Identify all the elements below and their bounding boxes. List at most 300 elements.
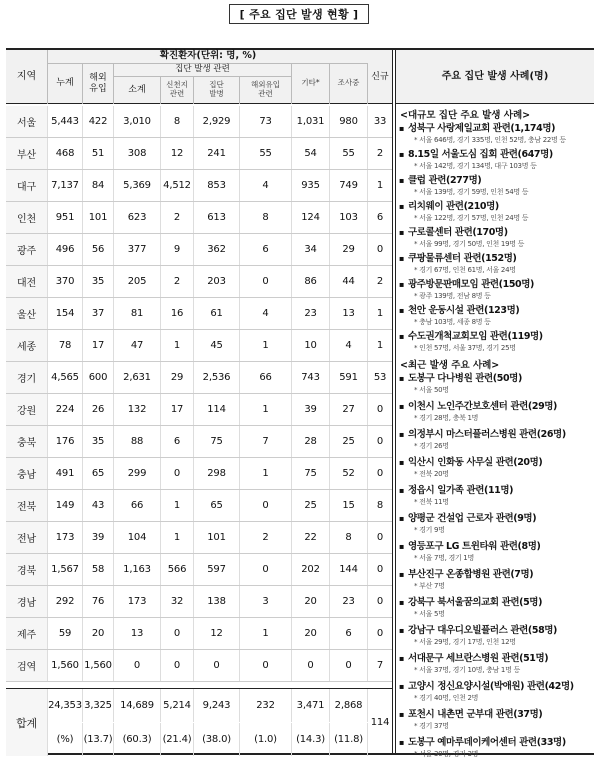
cell-overseas: 56: [83, 234, 114, 265]
cell-subtotal: 299: [114, 458, 161, 489]
cell-total: 59: [48, 618, 83, 649]
cell-subtotal: 66: [114, 490, 161, 521]
case-item: [398, 596, 594, 619]
header-shincheonji: 신천지 관련: [161, 76, 194, 104]
cell-total: 224: [48, 394, 83, 425]
cell-new: 6: [376, 212, 384, 223]
cell-inv: 591: [330, 362, 368, 393]
cell-group: 65: [194, 490, 240, 521]
cell-new: 0: [376, 564, 384, 575]
cell-group: 853: [194, 170, 240, 201]
cell-overseas: 65: [83, 458, 114, 489]
case-name: ▪ 정읍시 일가족 관련(11명): [408, 484, 594, 497]
case-detail: * 서울 37명, 경기 10명, 충남 1명 등: [408, 665, 594, 675]
cell-shin: 2: [161, 202, 194, 233]
header-region: 지역: [6, 50, 48, 104]
cell-group: 362: [194, 234, 240, 265]
cell-other: 28: [292, 426, 330, 457]
total-row: [6, 688, 392, 755]
header-new: 신규: [371, 71, 389, 82]
cell-new: 1: [376, 308, 384, 319]
cell-shin: 2: [161, 266, 194, 297]
case-item: [398, 428, 594, 451]
case-name: ▪ 구로콜센터 관련(170명): [408, 226, 594, 239]
cell-subtotal: 88: [114, 426, 161, 457]
header-overseas: 해외 유입: [83, 63, 114, 104]
cell-inv: 13: [330, 298, 368, 329]
case-detail: * 인천 57명, 서울 37명, 경기 25명: [408, 343, 594, 353]
header-group-related: 집단 발생 관련: [114, 63, 292, 76]
cell-overseas: 17: [83, 330, 114, 361]
cell-subtotal: 3,010: [114, 106, 161, 137]
cell-region: 대전: [6, 266, 48, 297]
cell-ovrel: 3: [240, 586, 292, 617]
table-row: [6, 618, 392, 650]
cases-title: 주요 집단 발생 사례(명): [441, 71, 549, 83]
case-name: ▪ 의정부시 마스터플러스병원 관련(26명): [408, 428, 594, 441]
case-item: [398, 330, 594, 353]
case-item: [398, 122, 594, 145]
table-row: [6, 490, 392, 522]
case-name: ▪ 부산진구 온종합병원 관련(7명): [408, 568, 594, 581]
cell-total: 292: [48, 586, 83, 617]
cell-subtotal: 47: [114, 330, 161, 361]
cell-overseas: 1,560: [83, 650, 114, 681]
total-percent: (38.0): [194, 723, 240, 756]
cell-subtotal: 81: [114, 298, 161, 329]
cell-new: 1: [376, 340, 384, 351]
total-label: 합계: [6, 689, 48, 756]
total-value: 3,325: [83, 689, 114, 722]
cell-other: 25: [292, 490, 330, 521]
cell-inv: 29: [330, 234, 368, 265]
case-detail: * 서울 99명, 경기 50명, 인천 19명 등: [408, 239, 594, 249]
case-detail: * 서울 50명: [408, 385, 594, 395]
case-name: ▪ 도봉구 예마루데이케어센터 관련(33명): [408, 736, 594, 749]
cell-new: 0: [376, 404, 384, 415]
cell-ovrel: 0: [240, 490, 292, 521]
cell-overseas: 422: [83, 106, 114, 137]
total-value: 5,214: [161, 689, 194, 722]
cell-total: 154: [48, 298, 83, 329]
cell-group: 12: [194, 618, 240, 649]
case-name: ▪ 고양시 정신요양시설(박애원) 관련(42명): [408, 680, 594, 693]
total-value: 3,471: [292, 689, 330, 722]
cell-total: 4,565: [48, 362, 83, 393]
cell-new: 2: [376, 148, 384, 159]
cell-group: 45: [194, 330, 240, 361]
cell-subtotal: 173: [114, 586, 161, 617]
case-item: [398, 512, 594, 535]
cell-group: 298: [194, 458, 240, 489]
case-detail: * 경기 67명, 인천 61명, 서울 24명: [408, 265, 594, 275]
case-item: [398, 174, 594, 197]
cell-overseas: 101: [83, 202, 114, 233]
cell-shin: 17: [161, 394, 194, 425]
cell-subtotal: 1,163: [114, 554, 161, 585]
case-name: ▪ 도봉구 다나병원 관련(50명): [408, 372, 594, 385]
case-name: ▪ 광주방문판매모임 관련(150명): [408, 278, 594, 291]
total-percent: (14.3): [292, 723, 330, 756]
total-value: 232: [240, 689, 292, 722]
cell-new: 0: [376, 532, 384, 543]
case-detail: * 서울 5명: [408, 609, 594, 619]
cell-new: 8: [376, 500, 384, 511]
case-name: ▪ 수도권개척교회모임 관련(119명): [408, 330, 594, 343]
table-row: [6, 138, 392, 170]
cell-other: 54: [292, 138, 330, 169]
cell-subtotal: 2,631: [114, 362, 161, 393]
table-row: [6, 106, 392, 138]
cell-total: 491: [48, 458, 83, 489]
cell-other: 1,031: [292, 106, 330, 137]
cell-inv: 44: [330, 266, 368, 297]
header-confirmed: 확진환자(단위: 명, %): [159, 50, 257, 62]
cell-inv: 25: [330, 426, 368, 457]
cell-new: 0: [376, 596, 384, 607]
cell-subtotal: 132: [114, 394, 161, 425]
header-investigating: 조사중: [330, 63, 368, 104]
case-name: ▪ 서대문구 세브란스병원 관련(51명): [408, 652, 594, 665]
cell-ovrel: 0: [240, 266, 292, 297]
major-cases-header: <대규모 집단 주요 발생 사례>: [400, 110, 531, 121]
cell-ovrel: 1: [240, 618, 292, 649]
case-item: [398, 456, 594, 479]
case-item: [398, 736, 594, 758]
cell-other: 10: [292, 330, 330, 361]
cell-group: 597: [194, 554, 240, 585]
table-row: [6, 202, 392, 234]
case-detail: * 경기 26명: [408, 441, 594, 451]
cell-total: 78: [48, 330, 83, 361]
cell-ovrel: 4: [240, 298, 292, 329]
cell-ovrel: 0: [240, 554, 292, 585]
cell-other: 202: [292, 554, 330, 585]
case-name: ▪ 강북구 북서울꿈의교회 관련(5명): [408, 596, 594, 609]
table-row: [6, 266, 392, 298]
cell-shin: 0: [161, 618, 194, 649]
cell-group: 613: [194, 202, 240, 233]
case-item: [398, 708, 594, 731]
cell-inv: 8: [330, 522, 368, 553]
case-item: [398, 540, 594, 563]
cell-group: 2,536: [194, 362, 240, 393]
cell-subtotal: 623: [114, 202, 161, 233]
header-other: 기타*: [292, 63, 330, 104]
cell-overseas: 43: [83, 490, 114, 521]
cell-other: 124: [292, 202, 330, 233]
cell-region: 광주: [6, 234, 48, 265]
cell-overseas: 39: [83, 522, 114, 553]
case-name: ▪ 이천시 노인주간보호센터 관련(29명): [408, 400, 594, 413]
cell-shin: 8: [161, 106, 194, 137]
cell-ovrel: 55: [240, 138, 292, 169]
case-item: [398, 652, 594, 675]
table-row: [6, 298, 392, 330]
case-detail: * 서울 122명, 경기 57명, 인천 24명 등: [408, 213, 594, 223]
table-header: [6, 50, 392, 104]
case-item: [398, 278, 594, 301]
cell-total: 370: [48, 266, 83, 297]
outbreak-table: [6, 48, 594, 758]
cell-overseas: 58: [83, 554, 114, 585]
cell-region: 제주: [6, 618, 48, 649]
cell-shin: 29: [161, 362, 194, 393]
case-name: ▪ 리치웨이 관련(210명): [408, 200, 594, 213]
cell-shin: 1: [161, 522, 194, 553]
case-item: [398, 484, 594, 507]
cell-shin: 1: [161, 330, 194, 361]
cell-shin: 0: [161, 458, 194, 489]
cell-group: 75: [194, 426, 240, 457]
cell-other: 935: [292, 170, 330, 201]
case-item: [398, 252, 594, 275]
cell-shin: 12: [161, 138, 194, 169]
cell-new: 33: [373, 116, 387, 127]
cell-new: 0: [376, 436, 384, 447]
cell-new: 2: [376, 276, 384, 287]
cell-total: 7,137: [48, 170, 83, 201]
cell-total: 173: [48, 522, 83, 553]
cell-overseas: 35: [83, 266, 114, 297]
cell-subtotal: 308: [114, 138, 161, 169]
total-percent: (21.4): [161, 723, 194, 756]
cell-region: 인천: [6, 202, 48, 233]
cell-region: 서울: [6, 106, 48, 137]
cell-region: 전남: [6, 522, 48, 553]
cell-new: 1: [376, 180, 384, 191]
cell-ovrel: 2: [240, 522, 292, 553]
case-name: ▪ 천안 운동시설 관련(123명): [408, 304, 594, 317]
cell-other: 743: [292, 362, 330, 393]
table-row: [6, 394, 392, 426]
cell-group: 0: [194, 650, 240, 681]
cell-total: 5,443: [48, 106, 83, 137]
cell-shin: 32: [161, 586, 194, 617]
cell-total: 1,567: [48, 554, 83, 585]
case-detail: * 서울 139명, 경기 59명, 인천 54명 등: [408, 187, 594, 197]
cell-region: 대구: [6, 170, 48, 201]
header-subtotal: 소계: [114, 76, 161, 104]
cell-inv: 980: [330, 106, 368, 137]
case-detail: * 경기 40명, 인천 2명: [408, 693, 594, 703]
cell-ovrel: 6: [240, 234, 292, 265]
cell-shin: 9: [161, 234, 194, 265]
cell-subtotal: 13: [114, 618, 161, 649]
cases-header: [396, 50, 594, 104]
table-row: [6, 362, 392, 394]
table-row: [6, 458, 392, 490]
case-name: ▪ 성북구 사랑제일교회 관련(1,174명): [408, 122, 594, 135]
case-detail: * 서울 30명, 경기 3명: [408, 749, 594, 758]
page-title: [ 주요 집단 발생 현황 ]: [229, 4, 369, 24]
case-item: [398, 568, 594, 591]
header-overseas-related: 해외유입 관련: [240, 76, 292, 104]
cell-group: 241: [194, 138, 240, 169]
header-total: 누계: [48, 63, 83, 104]
cell-other: 22: [292, 522, 330, 553]
cell-inv: 55: [330, 138, 368, 169]
cell-inv: 23: [330, 586, 368, 617]
total-percent: (%): [48, 723, 83, 756]
cell-subtotal: 377: [114, 234, 161, 265]
cell-new: 7: [376, 660, 384, 671]
case-name: ▪ 8.15일 서울도심 집회 관련(647명): [408, 148, 594, 161]
case-detail: * 전북 20명: [408, 469, 594, 479]
cell-ovrel: 7: [240, 426, 292, 457]
cell-subtotal: 205: [114, 266, 161, 297]
case-detail: * 광주 139명, 전남 8명 등: [408, 291, 594, 301]
total-value: 2,868: [330, 689, 368, 722]
cell-ovrel: 66: [240, 362, 292, 393]
case-name: ▪ 클럽 관련(277명): [408, 174, 594, 187]
total-value: 9,243: [194, 689, 240, 722]
case-name: ▪ 포천시 내촌면 군부대 관련(37명): [408, 708, 594, 721]
cell-ovrel: 73: [240, 106, 292, 137]
case-name: ▪ 영등포구 LG 트윈타워 관련(8명): [408, 540, 594, 553]
case-item: [398, 148, 594, 171]
cell-other: 34: [292, 234, 330, 265]
total-percent: (13.7): [83, 723, 114, 756]
cell-subtotal: 5,369: [114, 170, 161, 201]
cell-ovrel: 4: [240, 170, 292, 201]
cell-shin: 0: [161, 650, 194, 681]
case-detail: * 경기 9명: [408, 525, 594, 535]
cell-ovrel: 8: [240, 202, 292, 233]
cell-shin: 4,512: [161, 170, 194, 201]
cell-group: 138: [194, 586, 240, 617]
cell-inv: 749: [330, 170, 368, 201]
cell-other: 23: [292, 298, 330, 329]
cell-shin: 1: [161, 490, 194, 521]
table-row: [6, 522, 392, 554]
cell-new: 0: [376, 244, 384, 255]
cell-group: 114: [194, 394, 240, 425]
cases-list: [398, 106, 594, 758]
cell-subtotal: 0: [114, 650, 161, 681]
case-item: [398, 680, 594, 703]
cell-overseas: 26: [83, 394, 114, 425]
table-row: [6, 586, 392, 618]
cell-inv: 6: [330, 618, 368, 649]
case-detail: * 전북 11명: [408, 497, 594, 507]
case-item: [398, 226, 594, 249]
cell-total: 951: [48, 202, 83, 233]
cell-region: 경기: [6, 362, 48, 393]
cell-subtotal: 104: [114, 522, 161, 553]
cell-inv: 144: [330, 554, 368, 585]
table-row: [6, 330, 392, 362]
case-detail: * 서울 142명, 경기 134명, 대구 103명 등: [408, 161, 594, 171]
total-value: 14,689: [114, 689, 161, 722]
cell-ovrel: 0: [240, 650, 292, 681]
cell-group: 203: [194, 266, 240, 297]
cell-inv: 27: [330, 394, 368, 425]
cell-ovrel: 1: [240, 394, 292, 425]
cell-shin: 16: [161, 298, 194, 329]
cell-shin: 6: [161, 426, 194, 457]
case-name: ▪ 양평군 건설업 근로자 관련(9명): [408, 512, 594, 525]
cell-region: 경북: [6, 554, 48, 585]
cell-region: 전북: [6, 490, 48, 521]
cell-overseas: 600: [83, 362, 114, 393]
total-value: 24,353: [48, 689, 83, 722]
cell-total: 176: [48, 426, 83, 457]
cell-other: 75: [292, 458, 330, 489]
cell-overseas: 37: [83, 298, 114, 329]
cell-new: 0: [376, 468, 384, 479]
case-item: [398, 372, 594, 395]
cell-total: 468: [48, 138, 83, 169]
case-detail: * 경기 37명: [408, 721, 594, 731]
column-divider: [392, 50, 396, 753]
cell-other: 20: [292, 586, 330, 617]
total-percent: (11.8): [330, 723, 368, 756]
cell-region: 경남: [6, 586, 48, 617]
cell-shin: 566: [161, 554, 194, 585]
cell-inv: 103: [330, 202, 368, 233]
cell-group: 61: [194, 298, 240, 329]
cell-region: 울산: [6, 298, 48, 329]
case-name: ▪ 익산시 인화동 사무실 관련(20명): [408, 456, 594, 469]
case-item: [398, 200, 594, 223]
cell-total: 496: [48, 234, 83, 265]
header-group-outbreak: 집단 발병: [194, 76, 240, 104]
cell-group: 101: [194, 522, 240, 553]
table-row: [6, 554, 392, 586]
cell-inv: 15: [330, 490, 368, 521]
cell-overseas: 20: [83, 618, 114, 649]
case-detail: * 경기 28명, 충북 1명: [408, 413, 594, 423]
cell-inv: 4: [330, 330, 368, 361]
cell-region: 충북: [6, 426, 48, 457]
case-detail: * 서울 646명, 경기 335명, 인천 52명, 충남 22명 등: [408, 135, 594, 145]
table-row: [6, 650, 392, 682]
cell-other: 0: [292, 650, 330, 681]
case-item: [398, 624, 594, 647]
cell-ovrel: 1: [240, 458, 292, 489]
case-item: [398, 400, 594, 423]
case-detail: * 충남 103명, 세종 8명 등: [408, 317, 594, 327]
cell-region: 세종: [6, 330, 48, 361]
total-percent: (1.0): [240, 723, 292, 756]
cell-new: 53: [373, 372, 387, 383]
total-new: 114: [370, 717, 390, 728]
cell-new: 0: [376, 628, 384, 639]
cell-overseas: 35: [83, 426, 114, 457]
case-name: ▪ 쿠팡물류센터 관련(152명): [408, 252, 594, 265]
cell-ovrel: 1: [240, 330, 292, 361]
case-detail: * 서울 29명, 경기 17명, 인천 12명: [408, 637, 594, 647]
cell-total: 149: [48, 490, 83, 521]
total-percent: (60.3): [114, 723, 161, 756]
case-name: ▪ 강남구 대우디오빌플러스 관련(58명): [408, 624, 594, 637]
case-detail: * 서울 7명, 경기 1명: [408, 553, 594, 563]
cell-region: 강원: [6, 394, 48, 425]
cell-other: 86: [292, 266, 330, 297]
cell-inv: 52: [330, 458, 368, 489]
recent-cases-header: <최근 발생 주요 사례>: [400, 360, 500, 371]
cell-group: 2,929: [194, 106, 240, 137]
cell-overseas: 84: [83, 170, 114, 201]
table-row: [6, 170, 392, 202]
cell-overseas: 76: [83, 586, 114, 617]
case-detail: * 부산 7명: [408, 581, 594, 591]
table-row: [6, 426, 392, 458]
cell-inv: 0: [330, 650, 368, 681]
cell-region: 검역: [6, 650, 48, 681]
cell-region: 부산: [6, 138, 48, 169]
